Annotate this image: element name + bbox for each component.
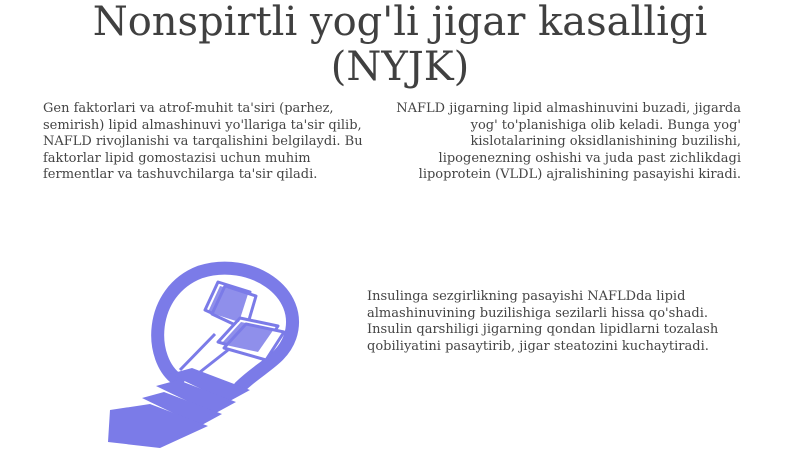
title-line-2: (NYJK) — [330, 44, 470, 90]
page-title — [0, 0, 800, 90]
right-paragraph: NAFLD jigarning lipid almashinuvini buzadi, jigarda yog' to'planishiga olib keladi. Bunga yog' kislotalarining oksidlanishining buzilishi, lipogenezning oshishi va juda past zichlikdagi lipoprotein (VLDL) ajralishining pasayishi kiradi. — [396, 101, 741, 182]
lightbulb-with-open-book-icon — [100, 252, 310, 452]
bottom-paragraph: Insulinga sezgirlikning pasayishi NAFLDda lipid almashinuvining buzilishiga sezilarli hissa qo'shadi. Insulin qarshiligi jigarning qondan lipidlarni tozalash qobiliyatini pasaytirib, jigar steatozini kuchaytiradi. — [367, 289, 719, 354]
title-line-1: Nonspirtli yog'li jigar kasalligi — [92, 0, 708, 45]
left-paragraph: Gen faktorlari va atrof-muhit ta'siri (parhez, semirish) lipid almashinuvi yo'llariga ta'sir qilib, NAFLD rivojlanishi va tarqalishini belgilaydi. Bu faktorlar lipid gomostazisi uchun muhim fermentlar va tashuvchilarga ta'sir qiladi. — [43, 101, 363, 182]
